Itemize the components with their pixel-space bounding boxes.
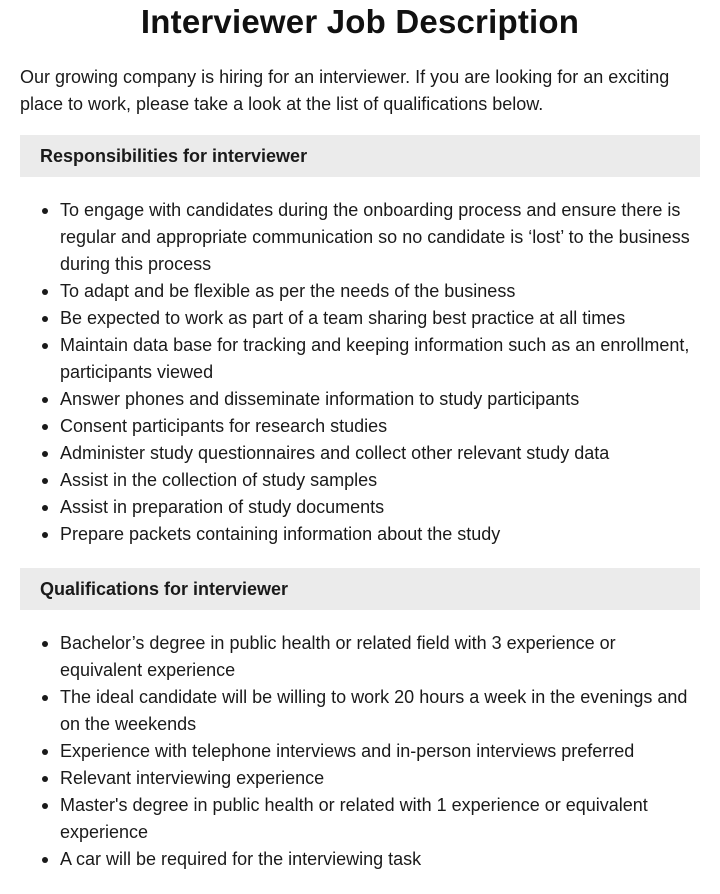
list-item: Master's degree in public health or related with 1 experience or equivalent experience [60, 792, 700, 846]
page-title: Interviewer Job Description [140, 3, 580, 40]
list-item: Assist in preparation of study documents [60, 494, 700, 521]
list-item: Experience with telephone interviews and in-person interviews preferred [60, 738, 700, 765]
list-item: Prepare packets containing information about the study [60, 521, 700, 548]
list-item: To adapt and be flexible as per the needs of the business [60, 278, 700, 305]
list-item: Consent participants for research studies [60, 413, 700, 440]
qualifications-heading: Qualifications for interviewer [20, 568, 700, 610]
qualifications-list [20, 630, 700, 873]
qualifications-section [20, 568, 700, 873]
list-item: To engage with candidates during the onboarding process and ensure there is regular and appropriate communication so no candidate is ‘lost’ to the business during this process [60, 197, 700, 278]
list-item: Bachelor’s degree in public health or related field with 3 experience or equivalent experience [60, 630, 700, 684]
responsibilities-section [20, 135, 700, 548]
list-item: A car will be required for the interviewing task [60, 846, 700, 873]
list-item: The ideal candidate will be willing to work 20 hours a week in the evenings and on the weekends [60, 684, 700, 738]
list-item: Answer phones and disseminate information to study participants [60, 386, 700, 413]
list-item: Assist in the collection of study samples [60, 467, 700, 494]
responsibilities-list [20, 197, 700, 548]
list-item: Be expected to work as part of a team sharing best practice at all times [60, 305, 700, 332]
responsibilities-heading: Responsibilities for interviewer [20, 135, 700, 177]
list-item: Maintain data base for tracking and keeping information such as an enrollment, participants viewed [60, 332, 700, 386]
list-item: Administer study questionnaires and collect other relevant study data [60, 440, 700, 467]
list-item: Relevant interviewing experience [60, 765, 700, 792]
intro-paragraph: Our growing company is hiring for an interviewer. If you are looking for an exciting place to work, please take a look at the list of qualifications below. [20, 67, 670, 114]
